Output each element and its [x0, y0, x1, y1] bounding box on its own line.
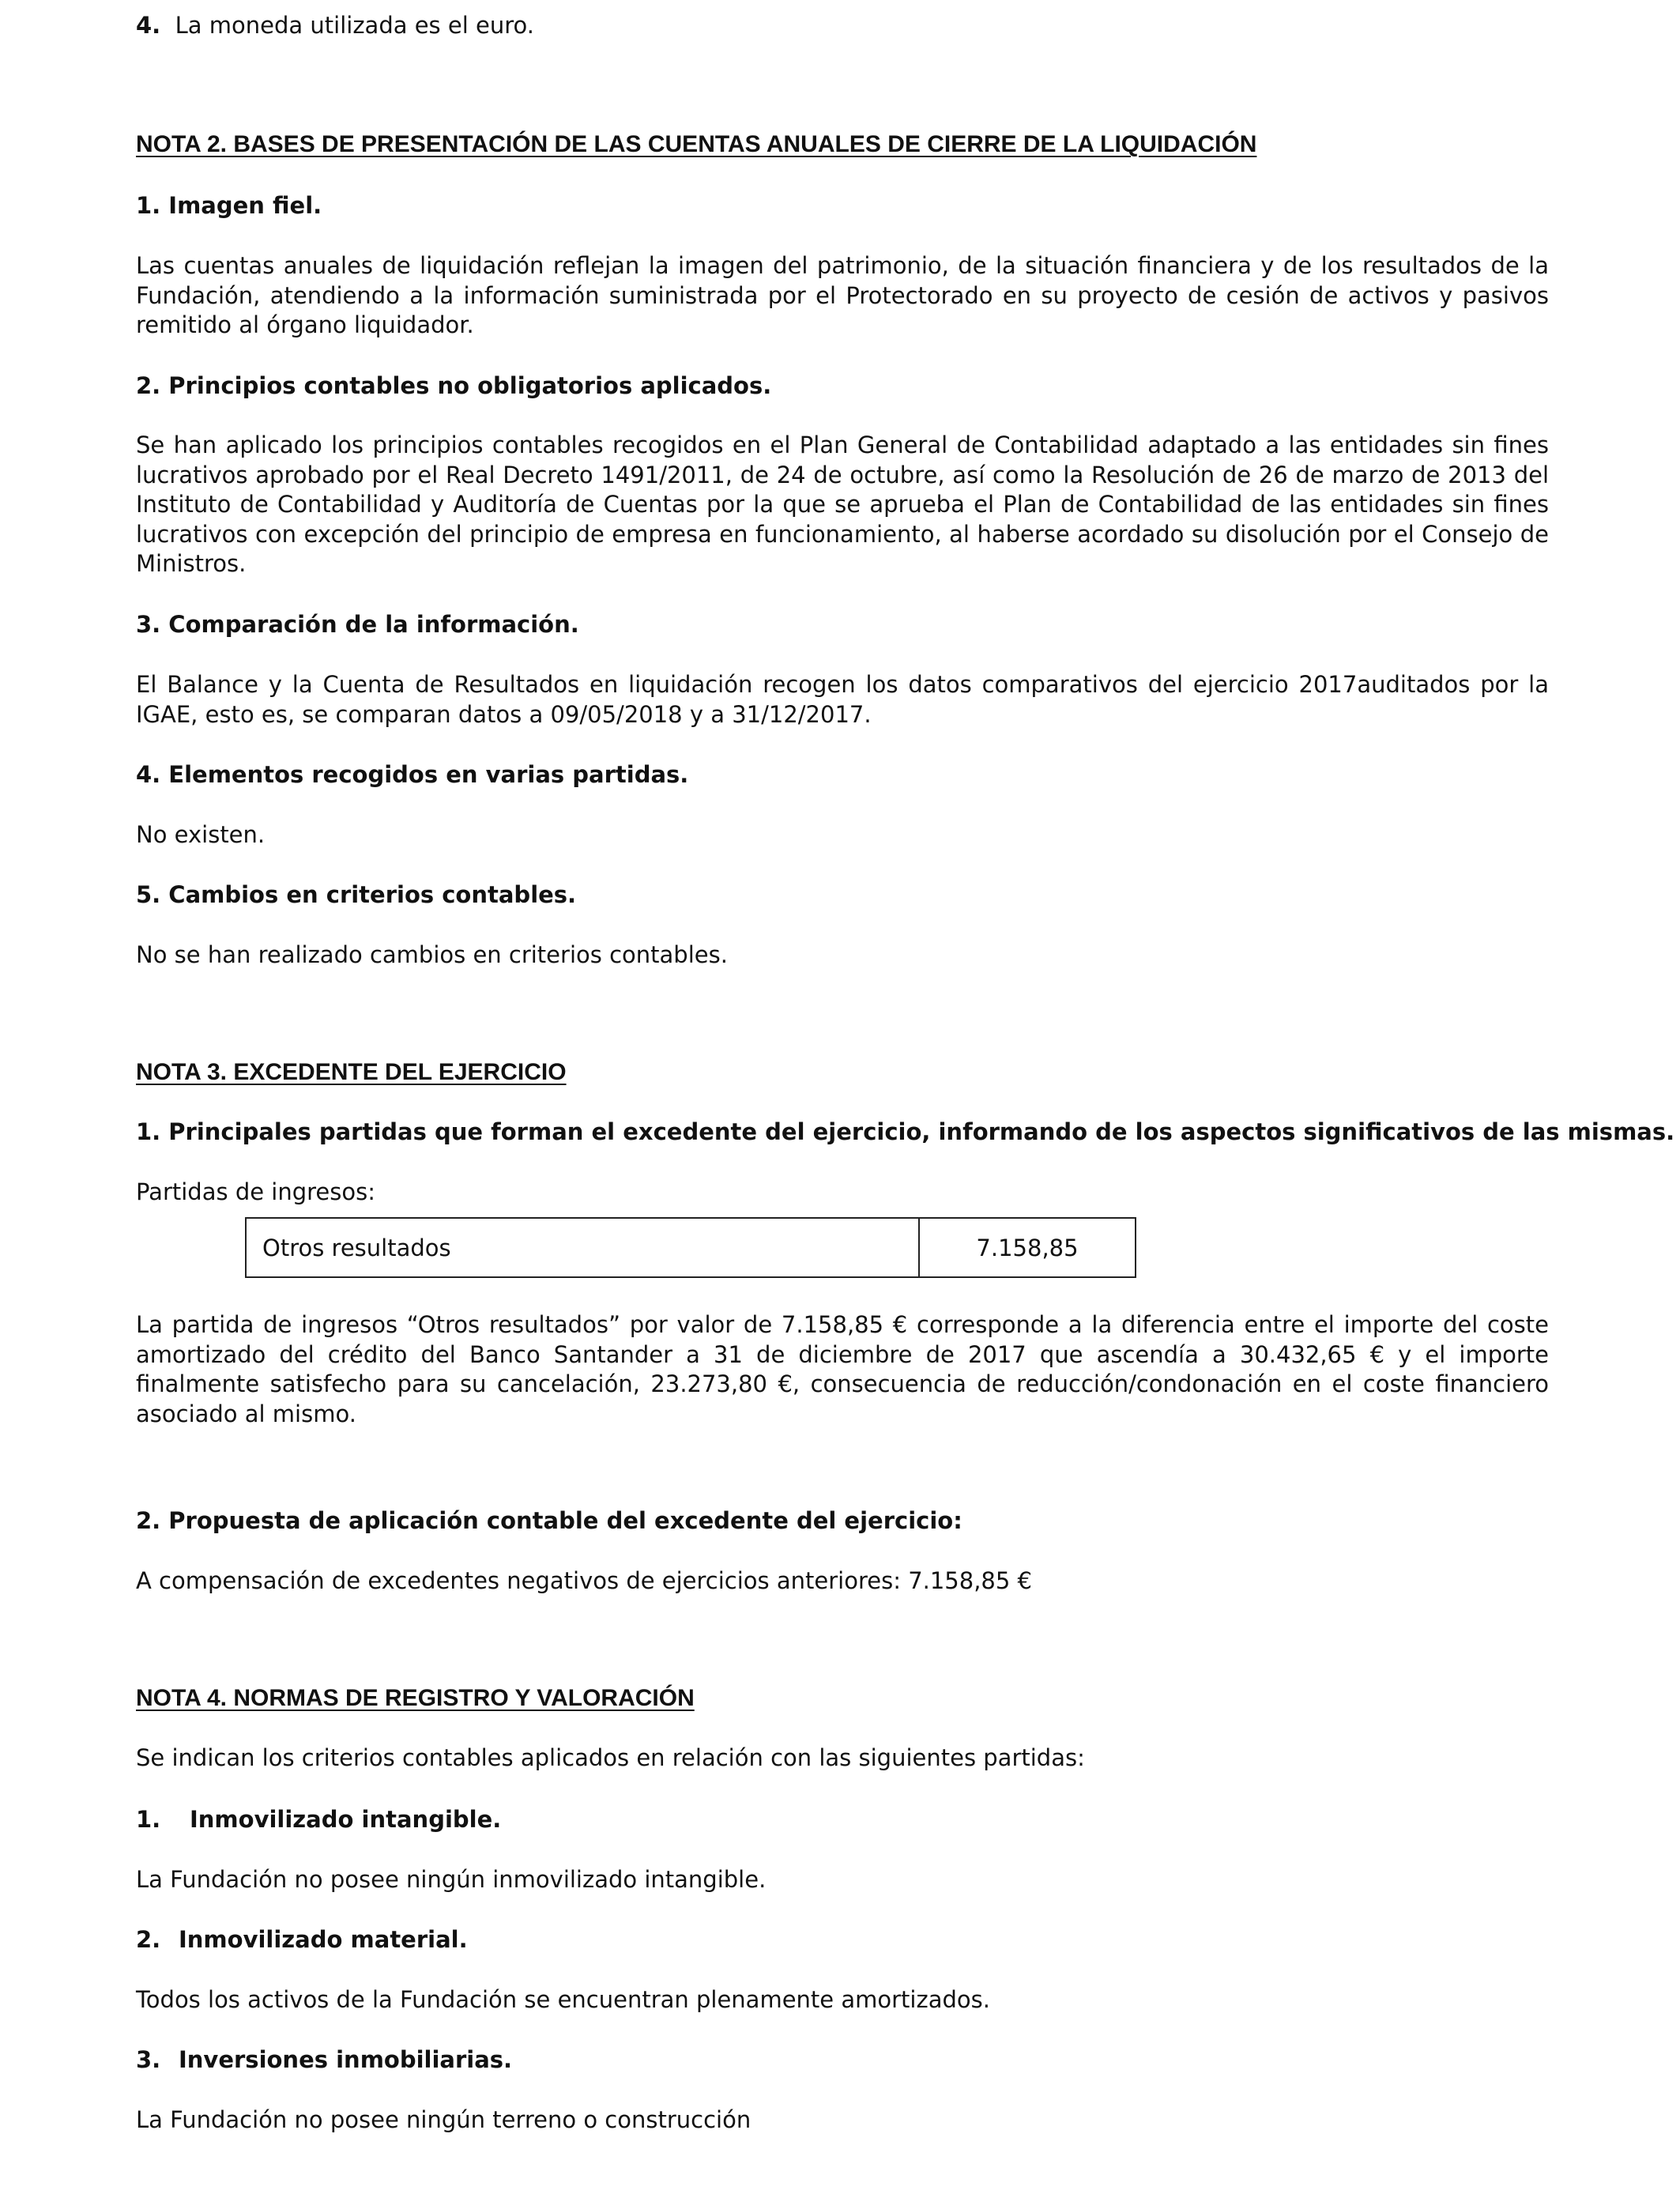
list-number: 3. — [136, 2046, 161, 2073]
table-cell-value: 7.158,85 — [919, 1218, 1136, 1277]
nota2-s5-text: No se han realizado cambios en criterios contables. — [136, 941, 728, 968]
nota4-s2-text: Todos los activos de la Fundación se encuentran plenamente amortizados. — [136, 1986, 990, 2013]
nota3-s1-title: 1. Principales partidas que forman el excedente del ejercicio, informando de los aspectos significativos de las mismas. — [136, 1118, 1675, 1145]
nota3-heading: NOTA 3. EXCEDENTE DEL EJERCICIO — [136, 1059, 567, 1085]
list-title: Inmovilizado material. — [179, 1926, 468, 1953]
table-cell-label: Otros resultados — [246, 1218, 919, 1277]
nota4-heading: NOTA 4. NORMAS DE REGISTRO Y VALORACIÓN — [136, 1685, 695, 1711]
ingresos-table — [245, 1217, 1136, 1278]
list-number: 2. — [136, 1926, 161, 1953]
list-title: Inversiones inmobiliarias. — [179, 2046, 513, 2073]
list-number: 1. — [136, 1806, 161, 1833]
nota2-s3-text: El Balance y la Cuenta de Resultados en liquidación recogen los datos comparativos del ejercicio 2017auditados por la IGAE, esto es, se comparan datos a 09/05/2018 y a 31/12/2017. — [136, 671, 1549, 728]
nota3-s2-title: 2. Propuesta de aplicación contable del excedente del ejercicio: — [136, 1507, 962, 1534]
nota2-s5-title: 5. Cambios en criterios contables. — [136, 881, 577, 908]
list-number: 4. — [136, 12, 161, 39]
nota2-s4-title: 4. Elementos recogidos en varias partidas. — [136, 761, 689, 788]
nota2-heading: NOTA 2. BASES DE PRESENTACIÓN DE LAS CUENTAS ANUALES DE CIERRE DE LA LIQUIDACIÓN — [136, 131, 1257, 157]
nota4-intro: Se indican los criterios contables aplicados en relación con las siguientes partidas: — [136, 1744, 1085, 1771]
list-item-moneda — [136, 11, 534, 40]
nota2-s1-title: 1. Imagen fiel. — [136, 192, 322, 219]
nota2-s3-title: 3. Comparación de la información. — [136, 611, 579, 638]
nota3-s1-text: La partida de ingresos “Otros resultados” por valor de 7.158,85 € corresponde a la diferencia entre el importe del coste amortizado del crédito del Banco Santander a 31 de diciembre de 2017 que ascendía a 30.432,65 € y el importe finalmente satisfecho para su cancelación, 23.273,80 €, consecuencia de reducción/condonación en el coste financiero asociado al mismo. — [136, 1311, 1549, 1427]
nota3-s2-text: A compensación de excedentes negativos de ejercicios anteriores: 7.158,85 € — [136, 1567, 1033, 1594]
list-title: Inmovilizado intangible. — [190, 1806, 502, 1833]
nota2-s1-text: Las cuentas anuales de liquidación reflejan la imagen del patrimonio, de la situación financiera y de los resultados de la Fundación, atendiendo a la información suministrada por el Protectorado en su proyecto de cesión de activos y pasivos remitido al órgano liquidador. — [136, 252, 1549, 338]
table-row — [246, 1218, 1136, 1277]
nota4-s3-title — [136, 2045, 512, 2075]
nota4-s3-text: La Fundación no posee ningún terreno o construcción — [136, 2106, 751, 2133]
nota2-s2-text: Se han aplicado los principios contables recogidos en el Plan General de Contabilidad adaptado a las entidades sin fines lucrativos aprobado por el Real Decreto 1491/2011, de 24 de octubre, así como la Resolución de 26 de marzo de 2013 del Instituto de Contabilidad y Auditoría de Cuentas por la que se aprueba el Plan de Contabilidad de las entidades sin fines lucrativos con excepción del principio de empresa en funcionamiento, al haberse acordado su disolución por el Consejo de Ministros. — [136, 432, 1549, 577]
nota2-s4-text: No existen. — [136, 821, 266, 848]
list-text: La moneda utilizada es el euro. — [175, 12, 534, 39]
nota4-s1-title — [136, 1805, 501, 1834]
nota4-s1-text: La Fundación no posee ningún inmovilizado intangible. — [136, 1866, 767, 1893]
nota2-s2-title: 2. Principios contables no obligatorios aplicados. — [136, 372, 772, 399]
nota4-s2-title — [136, 1925, 468, 1955]
partidas-label: Partidas de ingresos: — [136, 1178, 375, 1205]
